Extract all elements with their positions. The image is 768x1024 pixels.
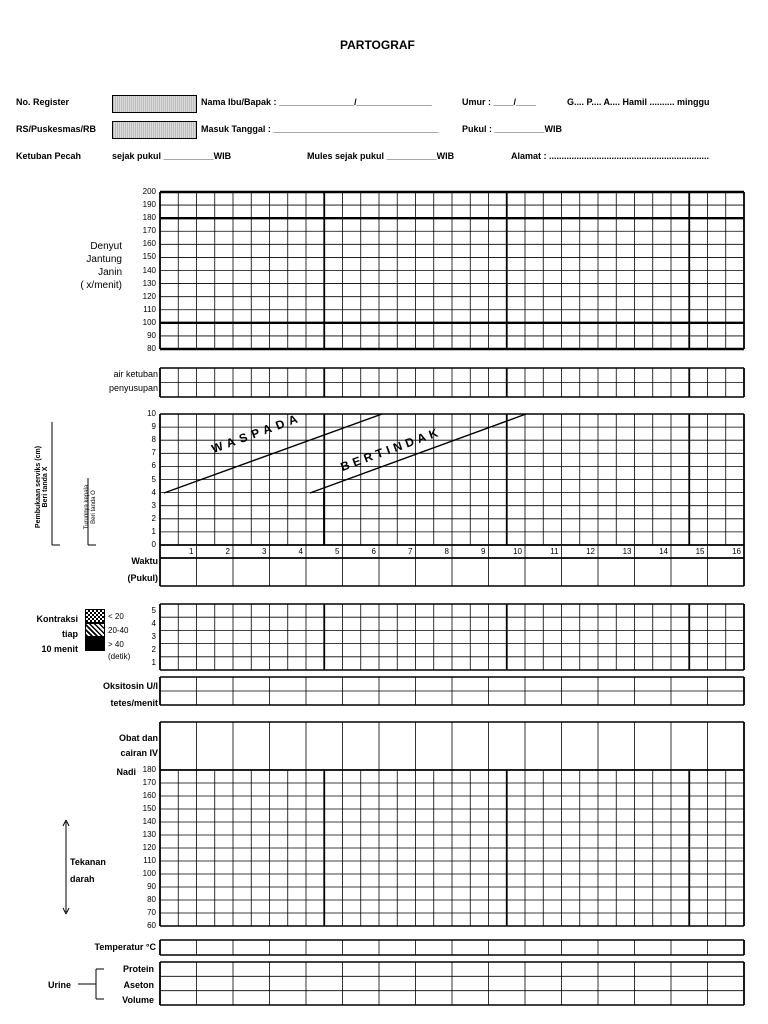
djj-tick: 150: [142, 252, 156, 262]
hour-label: 11: [550, 547, 559, 556]
djj-tick: 200: [142, 187, 156, 196]
hour-label: 4: [298, 547, 303, 556]
hour-label: 6: [371, 547, 376, 556]
waktu-label: Waktu (Pukul): [127, 556, 158, 583]
cervix-tick: 2: [151, 513, 156, 523]
urine-aseton-label: Aseton: [123, 980, 154, 990]
waspada-text: WASPADA: [209, 410, 305, 456]
legend-20-40-label: 20-40: [108, 626, 129, 635]
urine-protein-label: Protein: [122, 964, 154, 974]
mules-field[interactable]: Mules sejak pukul __________WIB: [307, 151, 455, 161]
oksitosin-label: Oksitosin U/l tetes/menit: [102, 681, 158, 708]
hour-label: 13: [622, 547, 632, 556]
cervix-tick: 8: [151, 435, 156, 445]
nadi-tick: 140: [142, 817, 156, 826]
nadi-tick: 70: [147, 908, 156, 917]
djj-tick: 80: [147, 344, 156, 353]
hour-label: 12: [586, 547, 595, 556]
hour-label: 7: [408, 547, 413, 556]
tekanan-darah-label: Tekanan darah: [70, 857, 106, 884]
ketuban-pecah-label: Ketuban Pecah: [16, 151, 82, 161]
turunnya-kepala-label: Turunnya kepala Beri tanda O: [84, 484, 97, 530]
cervix-tick: 5: [151, 474, 156, 484]
nadi-tick: 160: [142, 791, 156, 800]
nadi-tick: 120: [142, 843, 156, 852]
cervix-tick: 9: [151, 422, 156, 432]
djj-tick: 140: [142, 265, 156, 275]
djj-tick: 170: [142, 226, 156, 236]
cervix-tick: 7: [151, 448, 156, 458]
rs-label: RS/Puskesmas/RB: [16, 124, 97, 134]
umur-field[interactable]: Umur : ____/____: [462, 97, 537, 107]
nadi-tick: 170: [142, 778, 156, 787]
page-title: PARTOGRAF: [340, 38, 415, 52]
alamat-field[interactable]: Alamat : ................................................................: [511, 151, 710, 161]
legend-20-40-swatch: [85, 623, 105, 637]
nadi-label: Nadi: [116, 767, 136, 777]
cervix-tick: 4: [151, 487, 156, 497]
kontraksi-tick: 5: [151, 605, 156, 615]
djj-tick: 100: [142, 317, 156, 327]
legend-lt20-swatch: [85, 609, 105, 623]
kontraksi-tick: 4: [151, 618, 156, 628]
hour-label: 10: [513, 547, 522, 556]
nadi-tick: 150: [142, 804, 156, 813]
nadi-tick: 130: [142, 830, 156, 839]
legend-gt40-label: > 40: [108, 640, 124, 649]
masuk-tanggal-field[interactable]: Masuk Tanggal : _________________________________: [201, 124, 439, 134]
pukul-field[interactable]: Pukul : __________WIB: [462, 124, 563, 134]
cervix-tick: 1: [151, 526, 156, 536]
djj-tick: 190: [142, 200, 156, 210]
djj-tick: 180: [142, 213, 156, 223]
air-ketuban-label: air ketuban: [113, 369, 158, 379]
hour-label: 8: [444, 547, 449, 556]
djj-label: Denyut Jantung Janin ( x/menit): [80, 241, 122, 291]
legend-gt40-swatch: [85, 637, 105, 651]
hour-label: 9: [481, 547, 486, 556]
legend-detik-label: (detik): [108, 652, 131, 661]
nadi-tick: 100: [142, 869, 156, 878]
kontraksi-tick: 3: [151, 632, 156, 641]
urine-volume-label: Volume: [122, 995, 154, 1005]
nadi-tick: 110: [143, 856, 156, 865]
nadi-tick: 90: [147, 882, 156, 891]
nama-ibu-field[interactable]: Nama Ibu/Bapak : _______________/_______________: [201, 97, 432, 107]
sejak-pukul-field[interactable]: sejak pukul __________WIB: [112, 151, 232, 161]
kontraksi-tick: 2: [151, 645, 156, 655]
obat-label: Obat dan cairan IV: [118, 733, 158, 758]
hour-label: 2: [225, 547, 230, 556]
legend-lt20-label: < 20: [108, 612, 124, 621]
nadi-tick: 60: [147, 921, 156, 930]
no-register-label: No. Register: [16, 97, 70, 107]
hour-label: 16: [732, 547, 741, 556]
djj-tick: 120: [142, 291, 156, 301]
gpa-field[interactable]: G.... P.... A.... Hamil .......... minggu: [567, 97, 710, 107]
hour-label: 14: [659, 547, 668, 556]
cervix-tick: 0: [151, 540, 156, 549]
penyusupan-label: penyusupan: [108, 383, 158, 393]
kontraksi-tick: 1: [151, 658, 156, 668]
hour-label: 15: [695, 547, 705, 556]
hour-label: 5: [335, 547, 340, 556]
nadi-tick: 180: [142, 765, 156, 774]
hour-label: 1: [189, 547, 194, 556]
djj-tick: 130: [142, 278, 156, 288]
cervix-tick: 10: [147, 409, 156, 418]
kontraksi-label: Kontraksi tiap 10 menit: [36, 614, 78, 654]
hour-label: 3: [262, 547, 267, 556]
temperatur-label: Temperatur °C: [94, 942, 156, 952]
pembukaan-serviks-label: Pembukaan serviks (cm) Beri tanda X: [35, 445, 49, 529]
bertindak-text: BERTINDAK: [338, 424, 444, 474]
djj-tick: 90: [147, 330, 156, 340]
cervix-tick: 6: [151, 461, 156, 471]
djj-tick: 160: [142, 239, 156, 249]
urine-label: Urine: [48, 980, 72, 990]
nadi-tick: 80: [147, 895, 156, 904]
djj-tick: 110: [143, 304, 156, 314]
cervix-tick: 3: [151, 500, 156, 510]
